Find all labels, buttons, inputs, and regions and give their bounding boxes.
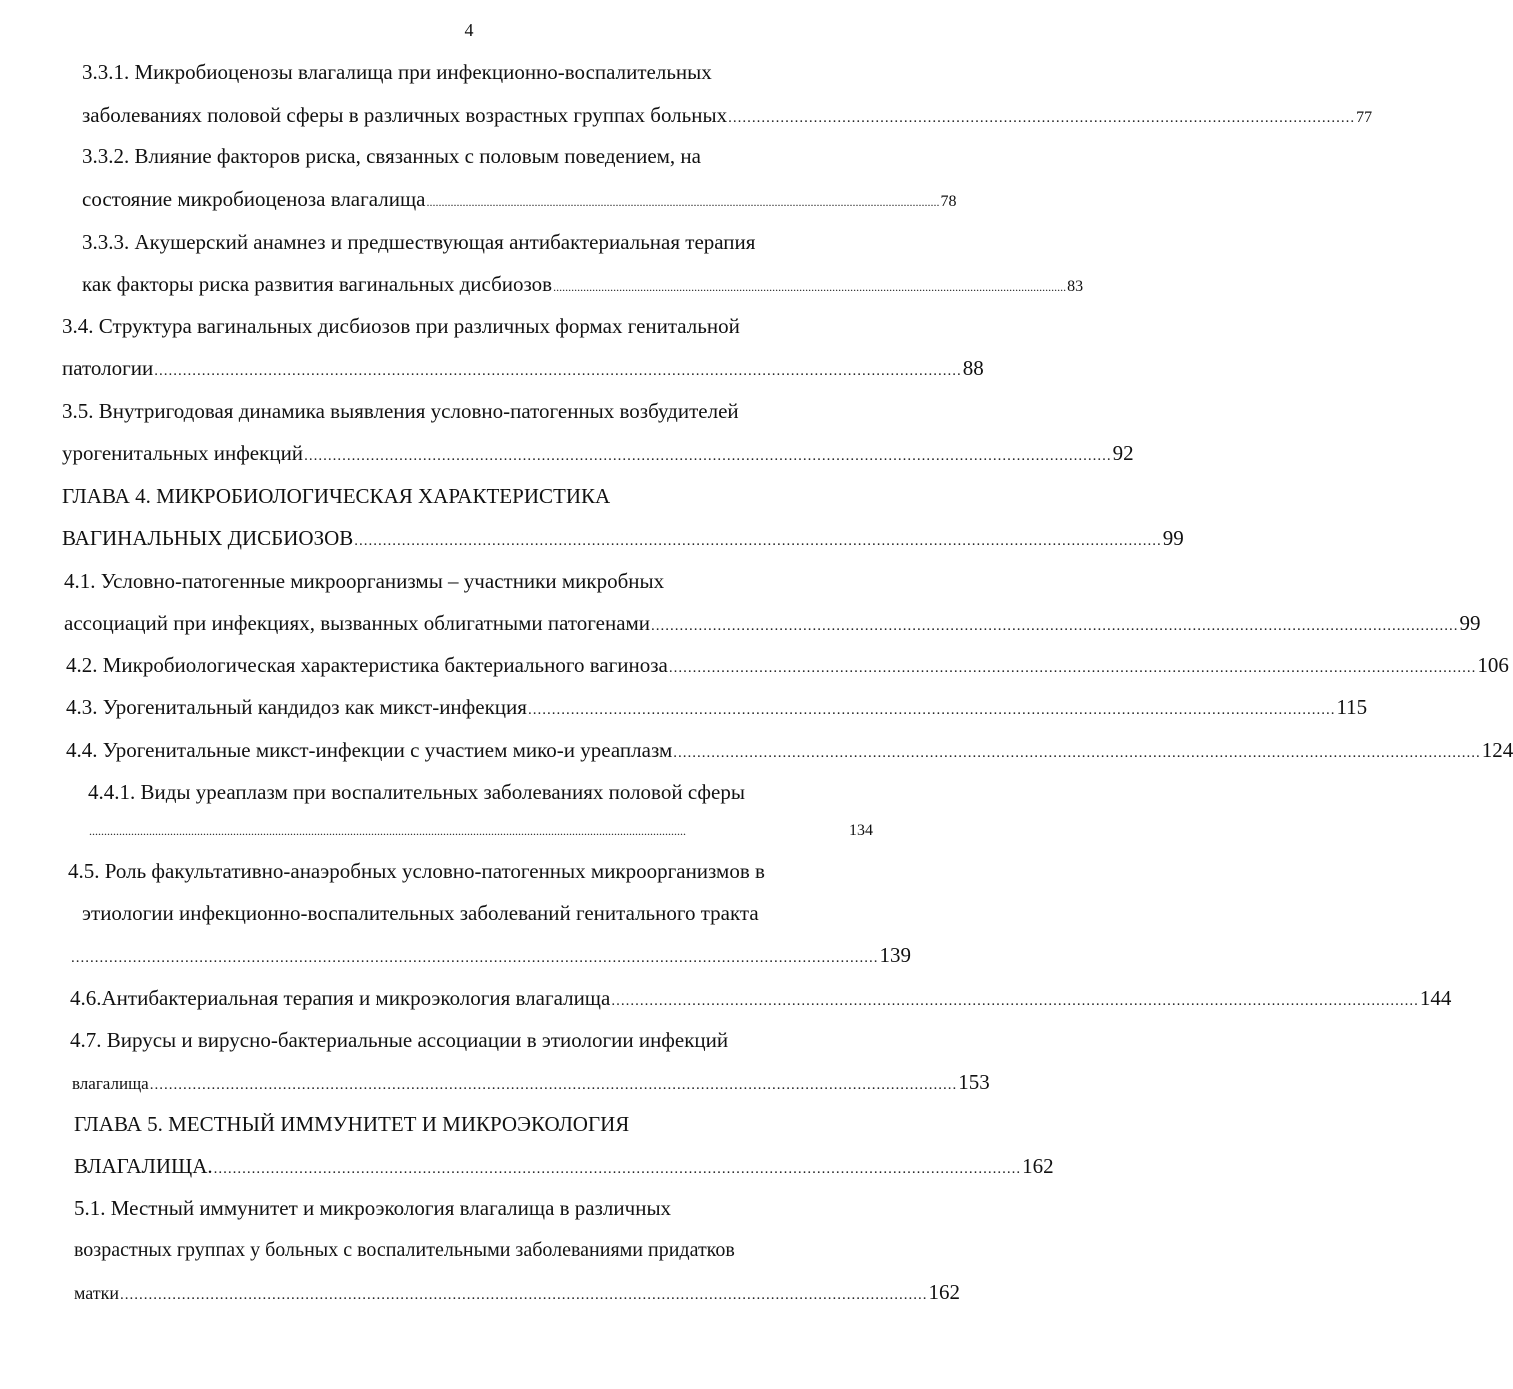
toc-entry-3-3-3-line-1 [82,227,755,257]
toc-entry-text: этиологии инфекционно-воспалительных заболеваний генитального тракта [82,901,759,925]
toc-entry-4-1-line-2 [64,608,1481,638]
toc-dot-leader: .......................................................................................................................................................................... [71,950,879,966]
toc-entry-4-3 [66,692,1368,722]
toc-dot-leader: .......................................................................................................................................................................... [668,660,1477,676]
toc-entry-3-4-line-2 [62,353,984,383]
toc-entry-4-5-line-3 [70,940,911,970]
toc-page-number: 139 [879,943,911,967]
toc-chapter-4-line-2 [62,523,1184,553]
toc-page-number: 124 [1481,738,1513,762]
toc-entry-3-3-3-line-2 [82,269,1084,299]
toc-entry-5-1-line-2 [74,1235,735,1265]
toc-entry-text: 3.3.3. Акушерский анамнез и предшествующая антибактериальная терапия [82,230,756,254]
toc-entry-text: 4.5. Роль факультативно-анаэробных условно-патогенных микроорганизмов в [68,859,765,883]
toc-entry-4-4-1-line-2 [88,816,873,846]
toc-entry-text: патологии [62,356,154,380]
toc-entry-3-5-line-1 [62,396,739,426]
toc-dot-leader: ........................................................................................................................................................................... [553,280,1067,294]
toc-chapter-5-line-1 [74,1109,629,1139]
toc-chapter-title: ВАГИНАЛЬНЫХ ДИСБИОЗОВ [62,526,354,550]
toc-entry-text: 4.2. Микробиологическая характеристика бактериального вагиноза [66,653,668,677]
toc-entry-text: матки [74,1283,120,1303]
toc-entry-4-5-line-1 [68,856,765,886]
toc-entry-text: 3.4. Структура вагинальных дисбиозов при различных формах генитальной [62,314,740,338]
toc-page-number: 99 [1162,526,1184,550]
toc-entry-text: 5.1. Местный иммунитет и микроэкология влагалища в различных [74,1196,672,1220]
toc-entry-text: 4.4. Урогенитальные микст-инфекции с участием мико-и уреаплазм [66,738,673,762]
toc-chapter-title: ГЛАВА 4. МИКРОБИОЛОГИЧЕСКАЯ ХАРАКТЕРИСТИКА [62,484,611,508]
toc-entry-text: 3.3.2. Влияние факторов риска, связанных с половым поведением, на [82,144,701,168]
toc-entry-4-5-line-2 [82,898,759,928]
toc-dot-leader: ....................................................................................................................................................................................................... [89,824,686,838]
toc-entry-3-5-line-2 [62,438,1134,468]
toc-page-number: 88 [962,356,984,380]
toc-entry-text: состояние микробиоценоза влагалища [82,187,426,211]
toc-entry-5-1-line-3 [74,1277,961,1307]
toc-entry-4-6 [70,983,1452,1013]
toc-entry-text: влагалища [72,1074,149,1093]
toc-dot-leader: .......................................................................................................................................................................... [154,363,962,379]
toc-chapter-4-line-1 [62,481,610,511]
toc-entry-3-3-2-line-1 [82,141,701,171]
toc-entry-3-3-2-line-2 [82,184,957,214]
toc-entry-text: возрастных группах у больных с воспалительными заболеваниями придатков [74,1239,735,1261]
toc-page-number: 153 [958,1070,990,1094]
toc-page-number: 106 [1477,653,1509,677]
toc-entry-text: 4.3. Урогенитальный кандидоз как микст-инфекция [66,695,527,719]
toc-page-number: 162 [1022,1154,1054,1178]
toc-chapter-5-line-2 [74,1151,1054,1181]
toc-entry-4-4-1-line-1 [88,777,745,807]
toc-entry-3-4-line-1 [62,311,740,341]
toc-entry-text: урогенитальных инфекций [62,441,304,465]
toc-entry-4-1-line-1 [64,566,664,596]
toc-dot-leader: .......................................................................................................................................................................... [213,1161,1022,1177]
toc-dot-leader: .................................................................................................................................... [728,110,1356,126]
toc-page-number: 115 [1336,695,1368,719]
toc-entry-3-3-1-line-2 [82,100,1373,130]
toc-dot-leader: .......................................................................................................................................................................... [527,702,1336,718]
toc-dot-leader: .......................................................................................................................................................................... [673,745,1481,761]
toc-entry-text: 3.3.1. Микробиоценозы влагалища при инфекционно-воспалительных [82,60,712,84]
toc-dot-leader: .......................................................................................................................................................................... [611,993,1419,1009]
toc-entry-text: 3.5. Внутригодовая динамика выявления условно-патогенных возбудителей [62,399,739,423]
toc-entry-4-2 [66,650,1509,680]
toc-chapter-title: ГЛАВА 5. МЕСТНЫЙ ИММУНИТЕТ И МИКРОЭКОЛОГИЯ [74,1112,630,1136]
toc-entry-3-3-1-line-1 [82,57,712,87]
toc-entry-text: как факторы риска развития вагинальных дисбиозов [82,272,553,296]
toc-page-number: 144 [1419,986,1452,1010]
toc-dot-leader: ........................................................................................................................................................................... [426,195,940,209]
toc-entry-text: 4.6.Антибактериальная терапия и микроэкология влагалища [70,986,611,1010]
toc-entry-text: 4.1. Условно-патогенные микроорганизмы – участники микробных [64,569,665,593]
toc-chapter-title: ВЛАГАЛИЩА. [74,1154,213,1178]
toc-page-number: 99 [1459,611,1481,635]
toc-dot-leader: .......................................................................................................................................................................... [304,448,1112,464]
toc-page-number: 77 [1356,109,1373,126]
toc-entry-4-4 [66,735,1513,765]
toc-dot-leader: .......................................................................................................................................................................... [120,1287,928,1303]
page-number: 4 [464,20,474,40]
toc-dot-leader: .......................................................................................................................................................................... [651,618,1459,634]
toc-page-number: 92 [1112,441,1134,465]
toc-dot-leader: .......................................................................................................................................................................... [149,1077,958,1093]
toc-entry-text: заболеваниях половой сферы в различных возрастных группах больных [82,103,728,127]
toc-page-number: 134 [849,822,873,839]
toc-page-number: 162 [928,1280,961,1304]
toc-page-number: 83 [1067,278,1084,295]
toc-entry-text: 4.7. Вирусы и вирусно-бактериальные ассоциации в этиологии инфекций [70,1028,729,1052]
toc-entry-4-7-line-2 [72,1067,990,1097]
toc-entry-text: ассоциаций при инфекциях, вызванных облигатными патогенами [64,611,651,635]
toc-entry-text: 4.4.1. Виды уреаплазм при воспалительных заболеваниях половой сферы [88,780,745,804]
toc-entry-4-7-line-1 [70,1025,728,1055]
toc-dot-leader: .......................................................................................................................................................................... [354,533,1162,549]
toc-page-number: 78 [940,193,957,210]
toc-entry-5-1-line-1 [74,1193,671,1223]
